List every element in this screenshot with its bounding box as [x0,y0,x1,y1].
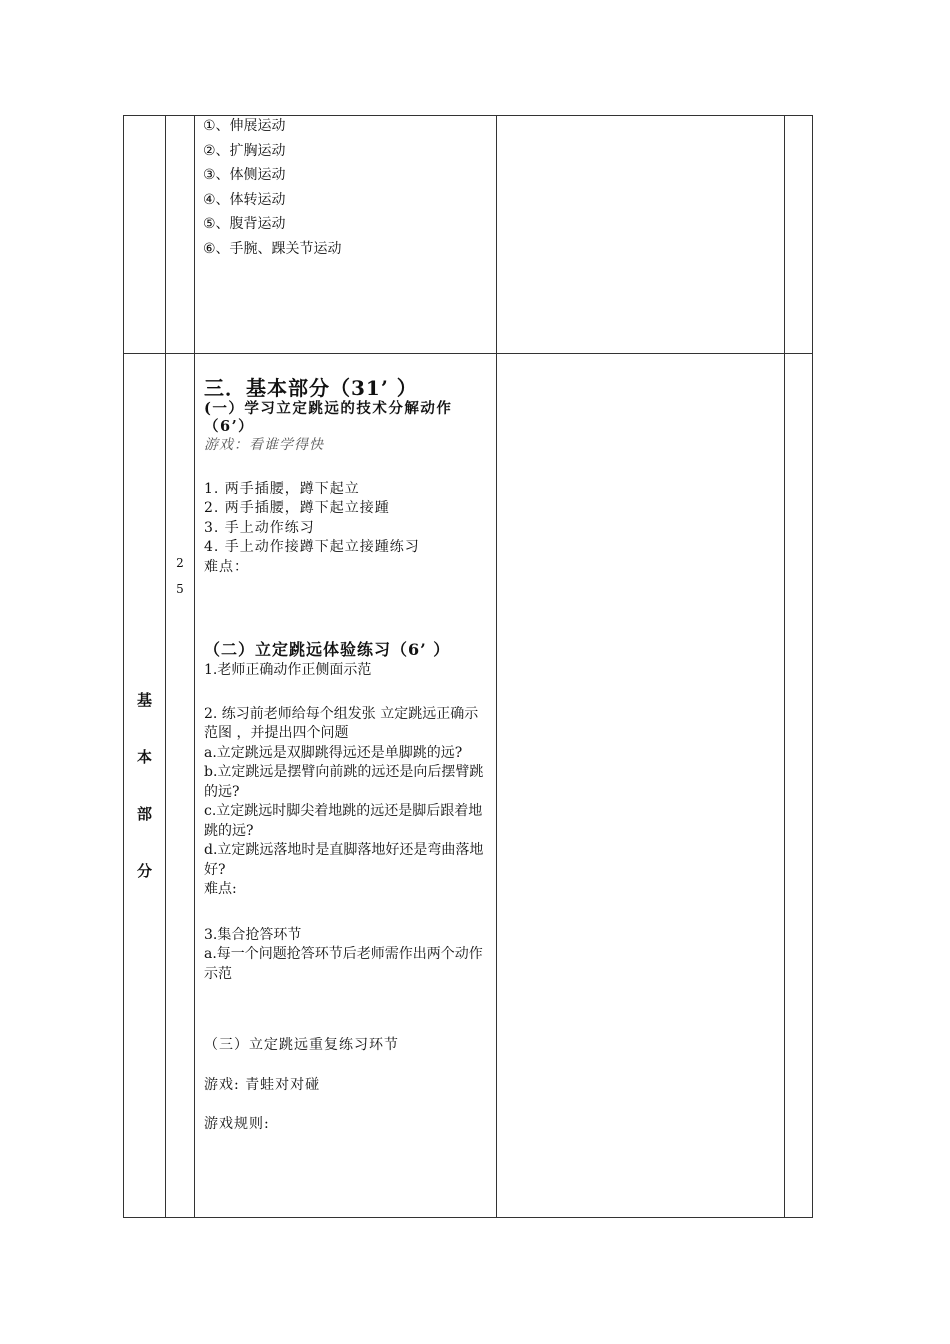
part2-step2: 2. 练习前老师给每个组发张 立定跳远正确示范图 ，并提出四个问题 [204,705,479,741]
part1-game: 游戏：看谁学得快 [204,437,324,453]
basic-organization-cell [497,354,785,1218]
part2-difficulty: 难点: [204,881,237,897]
warmup-time-cell [166,116,195,354]
basic-row [124,354,813,1218]
part2-step3-note: a.每一个问题抢答环节后老师需作出两个动作示范 [204,946,483,982]
time-digit: 5 [176,582,184,596]
list-item: ①、伸展运动 [203,118,286,134]
basic-part-title: 三．基本部分（31’ ） [204,376,418,400]
part3-rules: 游戏规则: [204,1116,270,1132]
list-item: ②、扩胸运动 [203,142,286,159]
warmup-content-cell [195,116,497,354]
list-item: ⑥、手腕、踝关节运动 [203,240,342,257]
part3-title: （三）立定跳远重复练习环节 [204,1037,399,1053]
time-digit: 2 [176,556,184,570]
warmup-row [124,116,813,354]
part3-game: 游戏: 青蛙对对碰 [204,1076,321,1093]
section-label-char: 部 [136,804,152,823]
part2-title: （二）立定跳远体验练习（6’ ） [204,640,451,659]
section-label-char: 本 [136,747,152,766]
part2-question: a.立定跳远是双脚跳得远还是单脚跳的远? [204,744,463,761]
part2-question: d.立定跳远落地时是直脚落地好还是弯曲落地好? [204,842,484,878]
section-label-char: 分 [136,861,152,880]
warmup-notes-cell [785,116,813,354]
part1-step: 2. 两手插腰，蹲下起立接踵 [204,500,390,516]
section-label-char: 基 [136,690,152,709]
part1-step: 4. 手上动作接蹲下起立接踵练习 [204,539,420,555]
part1-step: 3. 手上动作练习 [204,519,315,536]
part2-step3: 3.集合抢答环节 [204,926,302,943]
section-label-cell [124,354,166,1218]
part2-step1: 1.老师正确动作正侧面示范 [204,662,372,678]
basic-notes-cell [785,354,813,1218]
part2-question: c.立定跳远时脚尖着地跳的远还是脚后跟着地跳的远? [204,803,483,839]
warmup-section-cell [124,116,166,354]
warmup-organization-cell [497,116,785,354]
time-cell [166,354,195,1218]
part1-difficulty: 难点： [204,558,249,575]
part1-step: 1. 两手插腰，蹲下起立 [204,480,360,497]
basic-content-cell [195,354,497,1218]
lesson-plan-table [123,115,813,1218]
part1-title: (一）学习立定跳远的技术分解动作（6’） [204,400,453,435]
list-item: ④、体转运动 [203,191,286,208]
list-item: ③、体侧运动 [203,167,286,184]
list-item: ⑤、腹背运动 [203,216,286,233]
part2-question: b.立定跳远是摆臂向前跳的远还是向后摆臂跳的远? [204,764,484,800]
warmup-exercise-list [195,116,496,264]
